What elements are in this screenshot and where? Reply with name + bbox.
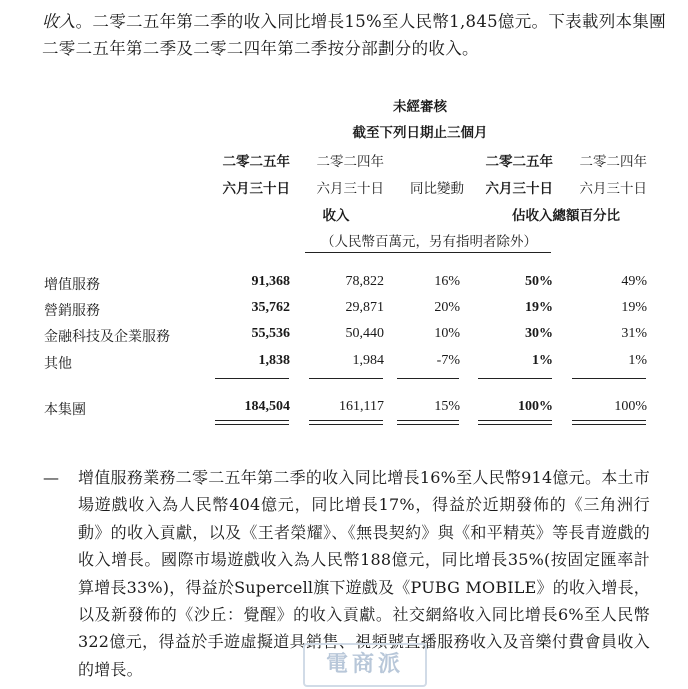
- header-unaudited: 未經審核: [393, 99, 447, 115]
- cell-q2-2025: 91,368: [251, 274, 290, 289]
- row-label: 增值服務: [44, 277, 100, 293]
- header-period: 截至下列日期止三個月: [352, 125, 488, 141]
- intro-text: 。二零二五年第二季的收入同比增長15%至人民幣1,845億元。下表載列本集團二零二五年第二季及二零二四年第二季按分部劃分的收入。: [42, 12, 666, 58]
- header-pct-2024-year: 二零二四年: [579, 154, 647, 170]
- cell-q2-2025: 55,536: [251, 326, 290, 341]
- cell-pct-2025: 30%: [525, 326, 553, 341]
- total-double-rule: [309, 424, 383, 425]
- cell-q2-2024: 50,440: [345, 326, 384, 341]
- cell-q2-2025: 1,838: [258, 353, 290, 368]
- cell-pct-2025: 100%: [518, 399, 553, 414]
- cell-pct-2025: 50%: [525, 274, 553, 289]
- total-double-rule: [215, 420, 289, 421]
- header-pct-2025-date: 六月三十日: [485, 181, 553, 197]
- cell-q2-2025: 184,504: [244, 399, 290, 414]
- cell-q2-2024: 1,984: [352, 353, 384, 368]
- header-q2-2024-date: 六月三十日: [316, 181, 384, 197]
- cell-yoy: -7%: [436, 353, 460, 368]
- total-double-rule: [478, 420, 552, 421]
- cell-pct-2025: 19%: [525, 300, 553, 315]
- subtotal-rule: [215, 378, 289, 379]
- bullet-marker: —: [43, 468, 59, 487]
- header-pct-2025-year: 二零二五年: [485, 154, 553, 170]
- header-q2-2024-year: 二零二四年: [316, 154, 384, 170]
- cell-pct-2025: 1%: [532, 353, 553, 368]
- row-label: 金融科技及企業服務: [44, 329, 170, 345]
- watermark-stamp: 電商派: [303, 643, 427, 687]
- intro-lead: 收入: [42, 12, 76, 31]
- header-rule: [305, 252, 551, 253]
- header-yoy: 同比變動: [410, 181, 464, 197]
- row-label: 其他: [44, 356, 72, 372]
- total-double-rule: [572, 420, 646, 421]
- total-double-rule: [397, 420, 459, 421]
- total-double-rule: [478, 424, 552, 425]
- cell-q2-2025: 35,762: [251, 300, 290, 315]
- cell-q2-2024: 161,117: [339, 399, 384, 414]
- header-q2-2025-date: 六月三十日: [222, 181, 290, 197]
- cell-pct-2024: 19%: [621, 300, 647, 315]
- row-label: 本集團: [44, 402, 86, 418]
- cell-q2-2024: 78,822: [345, 274, 384, 289]
- value-added-services-paragraph: 增值服務業務二零二五年第二季的收入同比增長16%至人民幣914億元。本土市場遊戲收入為人民幣404億元，同比增長17%，得益於近期發佈的《三角洲行動》的收入貢獻，以及《王者榮耀》、《無畏契約》與《和平精英》等長青遊戲的收入增長。國際市場遊戲收入為人民幣188億元，同比增長35%(按固定匯率計算增長33%)，得益於Supercell旗下遊戲及《PUBG MOBILE》的收入增長，以及新發佈的《沙丘：覺醒》的收入貢獻。社交網絡收入同比增長6%至人民幣322億元，得益於手遊虛擬道具銷售、視頻號直播服務收入及音樂付費會員收入的增長。: [78, 468, 650, 679]
- subtotal-rule: [478, 378, 552, 379]
- cell-pct-2024: 100%: [614, 399, 647, 414]
- header-pct-2024-date: 六月三十日: [579, 181, 647, 197]
- header-pct-label: 佔收入總額百分比: [512, 208, 620, 224]
- subtotal-rule: [572, 378, 646, 379]
- cell-q2-2024: 29,871: [345, 300, 384, 315]
- total-double-rule: [397, 424, 459, 425]
- total-double-rule: [572, 424, 646, 425]
- row-label: 營銷服務: [44, 303, 100, 319]
- intro-paragraph: [42, 8, 682, 62]
- cell-yoy: 16%: [434, 274, 460, 289]
- cell-pct-2024: 1%: [628, 353, 647, 368]
- total-double-rule: [215, 424, 289, 425]
- cell-yoy: 10%: [434, 326, 460, 341]
- total-double-rule: [309, 420, 383, 421]
- cell-yoy: 15%: [434, 399, 460, 414]
- header-unit: （人民幣百萬元，另有指明者除外）: [321, 234, 537, 250]
- header-revenue-label: 收入: [322, 208, 350, 224]
- header-q2-2025-year: 二零二五年: [222, 154, 290, 170]
- cell-pct-2024: 31%: [621, 326, 647, 341]
- cell-yoy: 20%: [434, 300, 460, 315]
- cell-pct-2024: 49%: [621, 274, 647, 289]
- subtotal-rule: [397, 378, 459, 379]
- subtotal-rule: [309, 378, 383, 379]
